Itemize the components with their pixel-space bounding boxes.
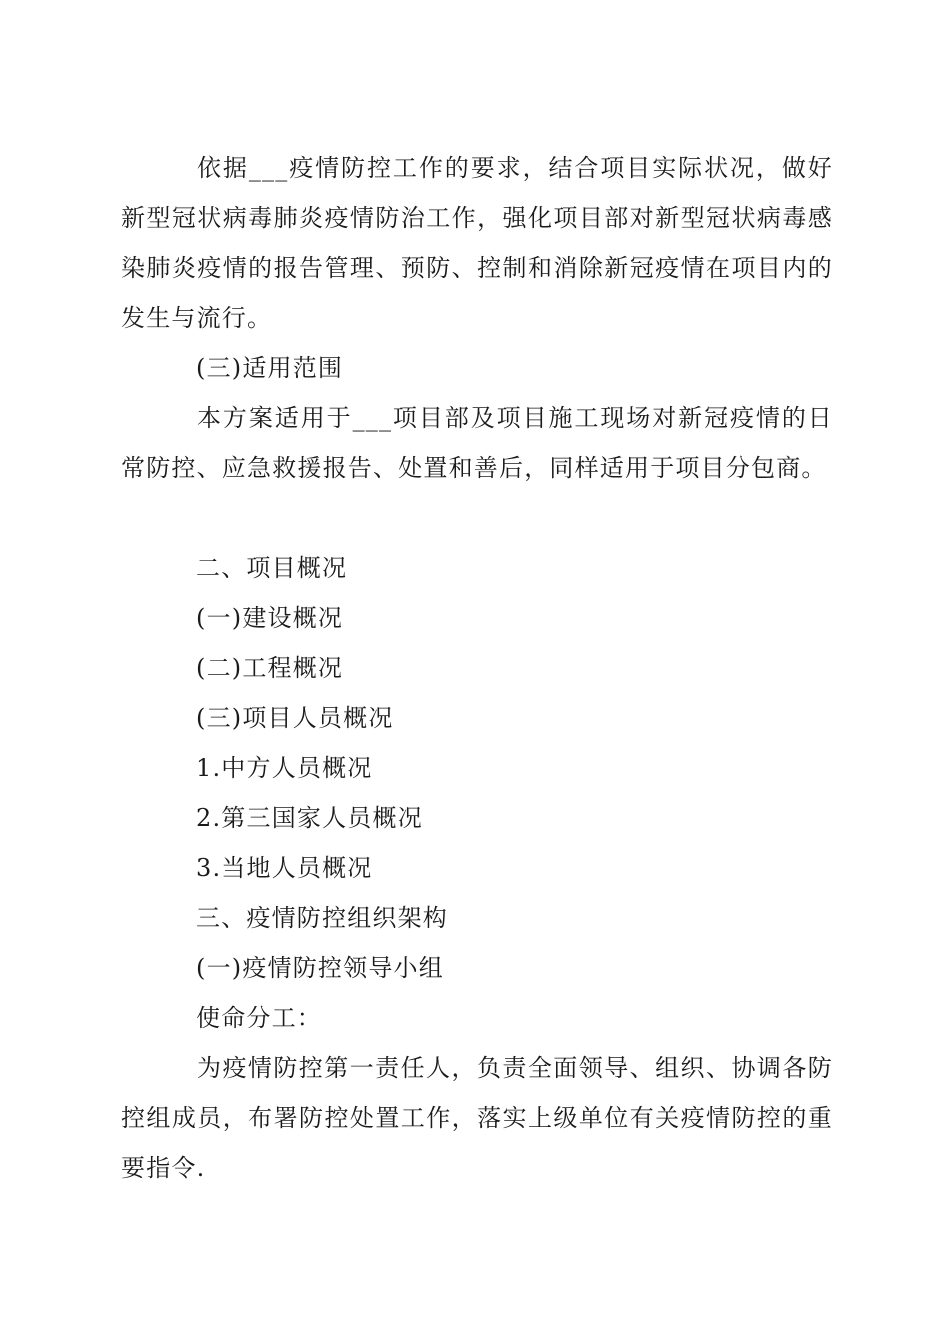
paragraph-duties: 为疫情防控第一责任人，负责全面领导、组织、协调各防控组成员，布署防控处置工作，落实上级单位有关疫情防控的重要指令.	[121, 1054, 833, 1182]
item-third-country-personnel: 2.第三国家人员概况	[196, 804, 423, 832]
item-leadership-group: (一)疫情防控领导小组	[196, 954, 444, 982]
heading-project-overview: 二、项目概况	[196, 554, 348, 582]
item-engineering-overview: (二)工程概况	[196, 654, 344, 682]
paragraph-scope: 本方案适用于___项目部及项目施工现场对新冠疫情的日常防控、应急救援报告、处置和善后，同样适用于项目分包商。	[121, 404, 833, 482]
item-personnel-overview: (三)项目人员概况	[196, 704, 394, 732]
item-construction-overview: (一)建设概况	[196, 604, 344, 632]
label-duties: 使命分工：	[196, 1004, 322, 1032]
heading-organization: 三、疫情防控组织架构	[196, 904, 448, 932]
item-local-personnel: 3.当地人员概况	[196, 854, 373, 882]
heading-scope: (三)适用范围	[196, 354, 344, 382]
paragraph-basis: 依据___疫情防控工作的要求，结合项目实际状况，做好新型冠状病毒肺炎疫情防治工作，强化项目部对新型冠状病毒感染肺炎疫情的报告管理、预防、控制和消除新冠疫情在项目内的发生与流行。	[121, 154, 833, 332]
item-chinese-personnel: 1.中方人员概况	[196, 754, 373, 782]
